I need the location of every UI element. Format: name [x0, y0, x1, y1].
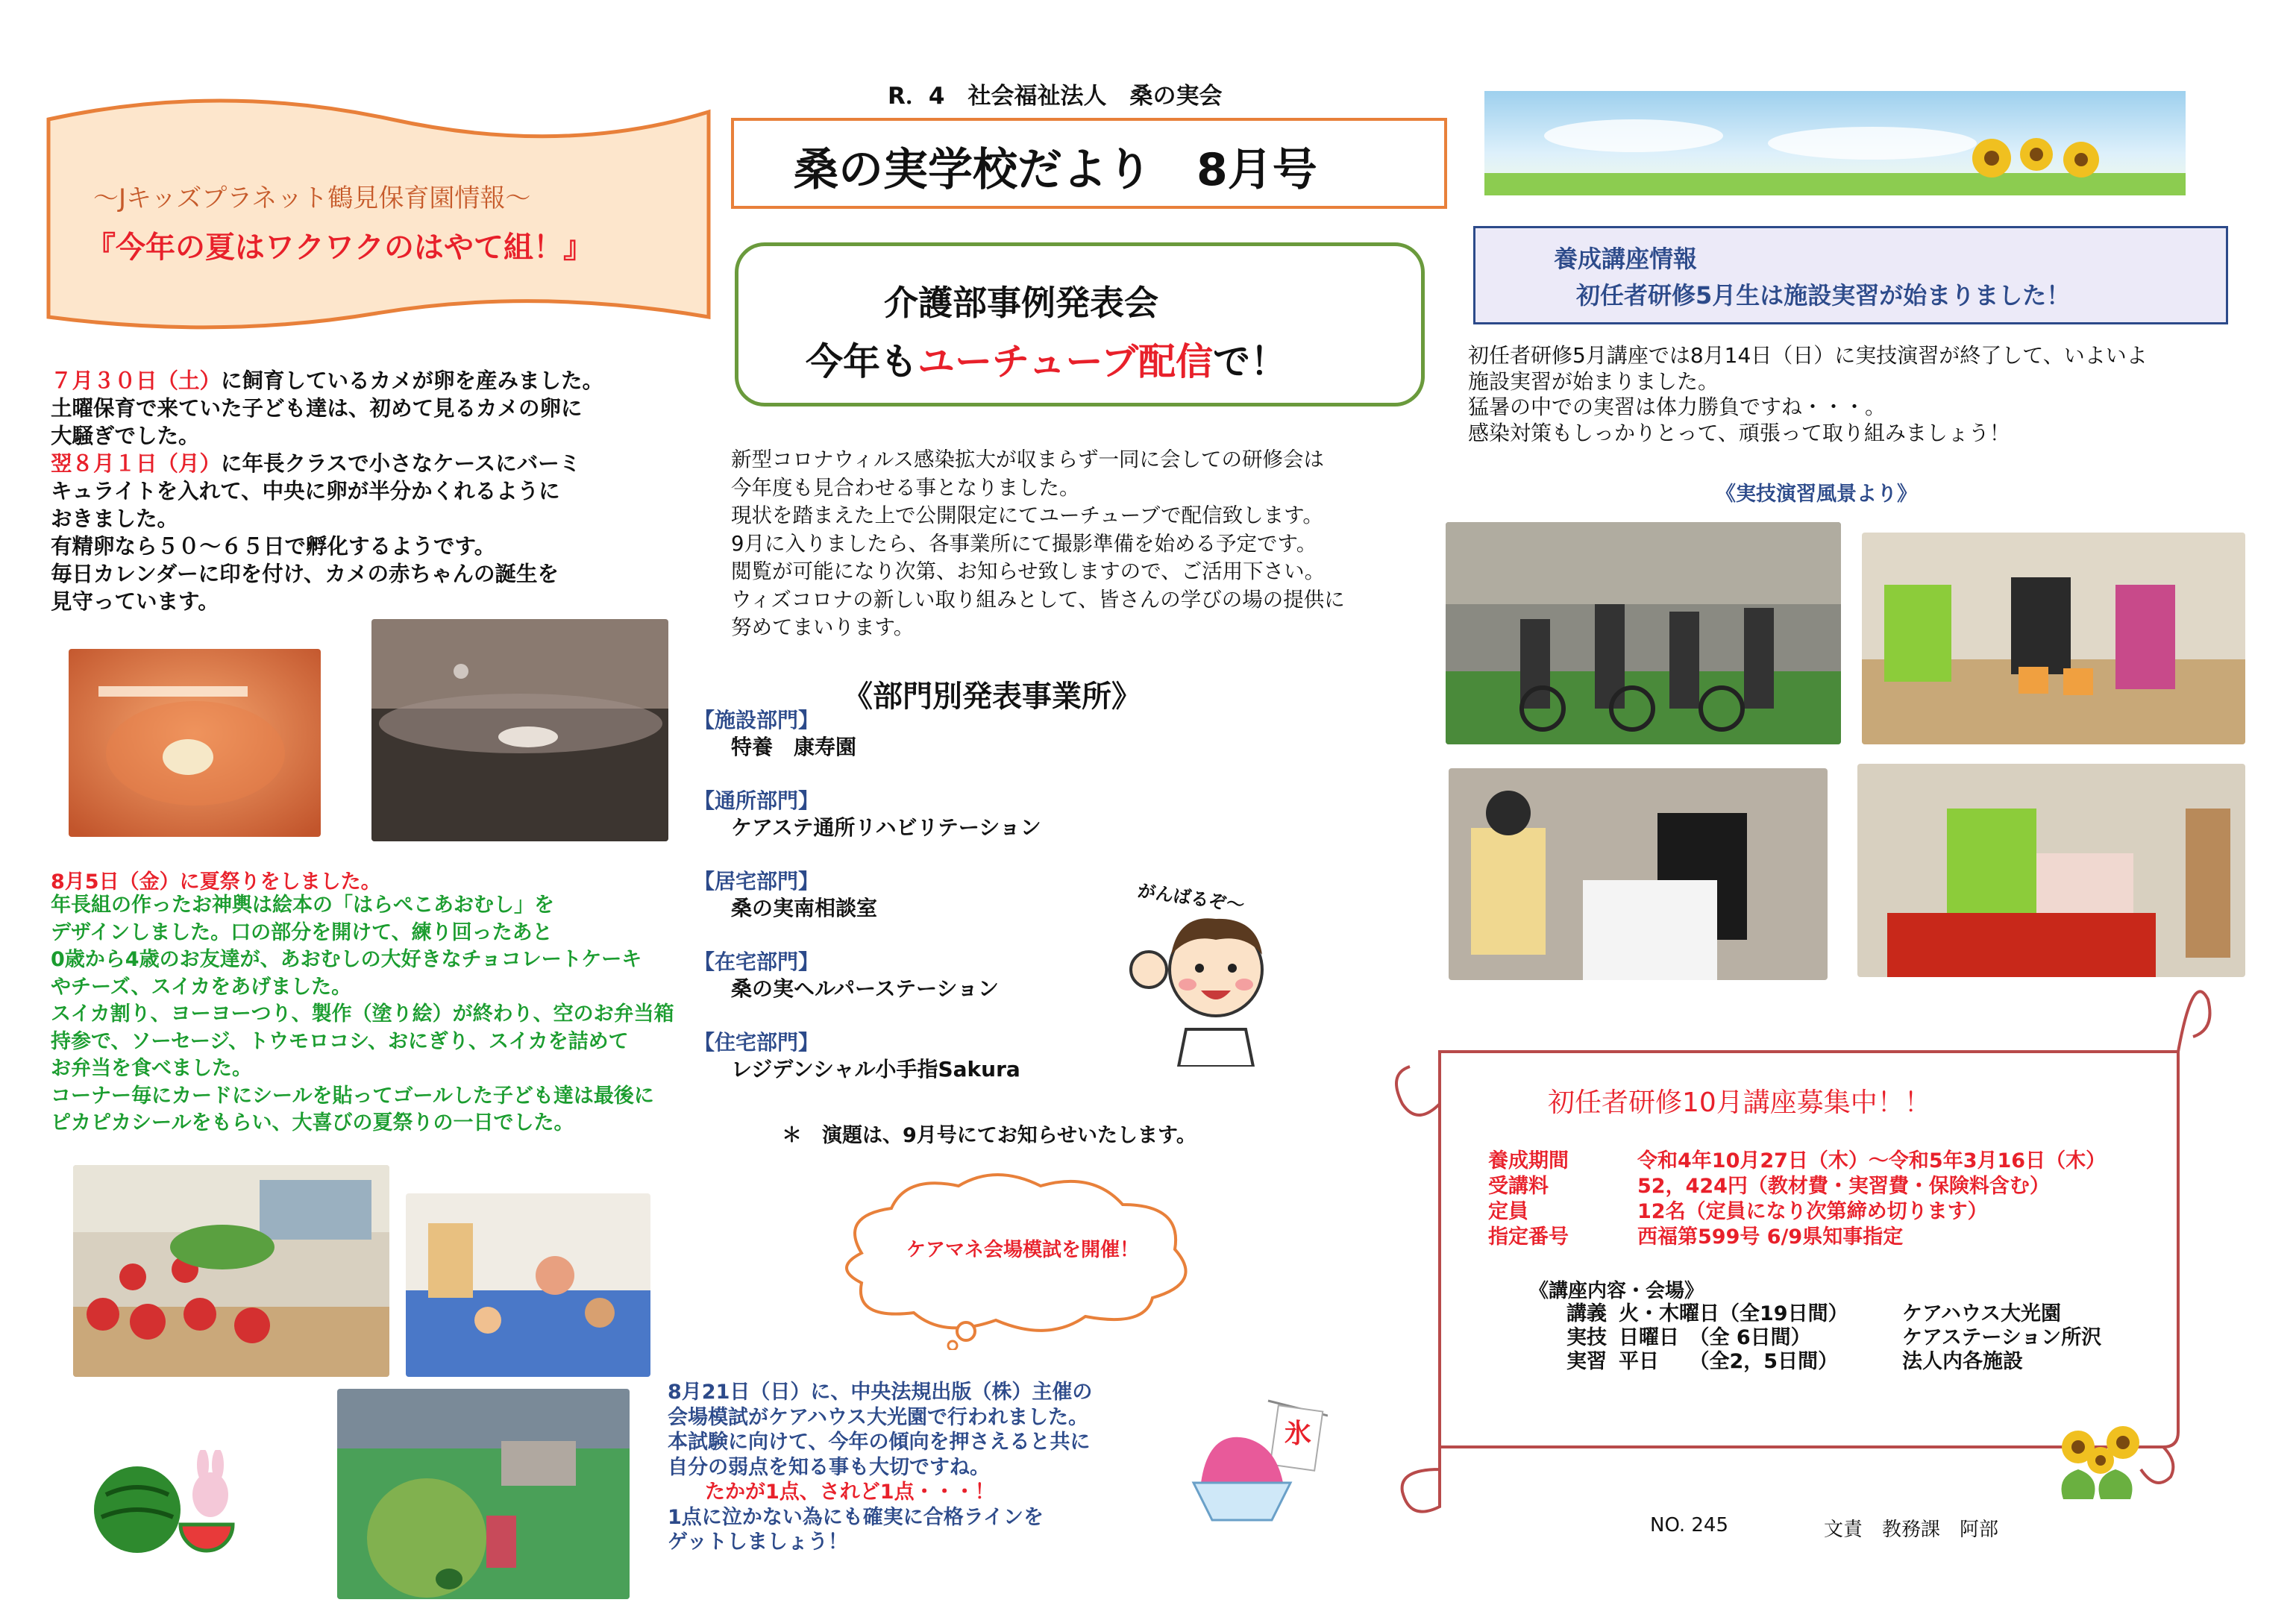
festival-line: 持参で、ソーセージ、トウモロコシ、おにぎり、スイカを詰めて: [51, 1029, 629, 1053]
turtle-text: 大騒ぎでした。: [51, 424, 200, 448]
info-label: 指定番号: [1488, 1225, 1569, 1249]
intro-line: 現状を踏まえた上で公開限定にてユーチューブで配信致します。: [731, 503, 1323, 527]
course-days: 平日 （全2，5日間）: [1619, 1350, 1839, 1373]
intro-line: 9月に入りましたら、各事業所にて撮影準備を始める予定です。: [731, 531, 1317, 556]
newsletter-title: 桑の実学校だより 8月号: [794, 144, 1317, 196]
nursery-banner: [41, 90, 716, 336]
course-row: [1566, 1302, 2178, 1326]
training-line: 感染対策もしっかりとって、頑張って取り組みましょう！: [1468, 420, 2010, 445]
festival-line: やチーズ、スイカをあげました。: [51, 975, 352, 999]
event-intro: [731, 446, 1432, 642]
shaved-ice-illustration: [1186, 1393, 1328, 1528]
turtle-line: [51, 588, 722, 615]
exam-line: 自分の弱点を知る事も大切ですね。: [668, 1455, 990, 1479]
dept-item: [694, 949, 1141, 1029]
info-row: [1488, 1149, 2174, 1174]
dept-list: [694, 707, 1141, 1110]
turtle-line: [51, 422, 722, 450]
dept-label: 【住宅部門】: [694, 1030, 820, 1055]
training-photo-3: [1449, 768, 1828, 980]
ganbaruzo-text: がんばるぞ～: [1136, 880, 1246, 916]
info-label: 受講料: [1488, 1175, 1549, 1198]
turtle-line: [51, 367, 722, 395]
dept-item: [694, 1029, 1141, 1110]
course-type: 実習: [1566, 1350, 1607, 1373]
turtle-line: [51, 477, 722, 505]
dept-name: 桑の実ヘルパーステーション: [731, 976, 999, 1001]
turtle-text: に年長クラスで小さなケースにバーミ: [221, 451, 581, 476]
banner-title: 『今年の夏はワクワクのはやて組！』: [86, 230, 593, 265]
turtle-text: 土曜保育で来ていた子ども達は、初めて見るカメの卵に: [51, 396, 583, 421]
festival-line: お弁当を食べました。: [51, 1057, 252, 1080]
festival-line: 0歳から4歳のお友達が、あおむしの大好きなチョコレートケーキ: [51, 948, 642, 971]
exam-line: 本試験に向けて、今年の傾向を押さえると共に: [668, 1431, 1091, 1454]
dept-name: 桑の実南相談室: [731, 896, 878, 920]
turtle-date: 翌８月１日（月）: [51, 451, 222, 476]
event-subtitle-pre: 今年も: [806, 340, 918, 383]
course-days: 火・木曜日（全19日間）: [1619, 1302, 1848, 1325]
training-line: 初任者研修5月講座では8月14日（日）に実技演習が終了して、いよいよ: [1468, 343, 2148, 368]
photo-caption: 《実技演習風景より》: [1716, 483, 1917, 506]
festival-line: デザインしました。口の部分を開けて、練り回ったあと: [51, 920, 553, 944]
course-row: [1566, 1350, 2178, 1374]
intro-line: ウィズコロナの新しい取り組みとして、皆さんの学びの場の提供に: [731, 587, 1345, 612]
course-type: 講義: [1566, 1302, 1607, 1325]
event-subtitle-youtube: ユーチューブ配信: [918, 340, 1213, 383]
ganbaruzo-illustration: [1119, 880, 1298, 1067]
turtle-text: に飼育しているカメが卵を産みました。: [221, 368, 604, 393]
course-list: [1566, 1302, 2178, 1374]
turtle-text: キュライトを入れて、中央に卵が半分かくれるように: [51, 479, 560, 503]
training-line: 施設実習が始まりました。: [1468, 368, 1719, 394]
dept-label: 【居宅部門】: [694, 869, 820, 894]
festival-photo-1: [73, 1165, 389, 1377]
dept-name: 特養 康寿園: [731, 735, 857, 759]
info-value: 52，424円（教材費・実習費・保険料含む）: [1637, 1175, 2050, 1198]
ice-character: 氷: [1285, 1419, 1312, 1449]
training-subheading: 初任者研修5月生は施設実習が始まりました！: [1576, 281, 2071, 310]
info-row: [1488, 1174, 2174, 1199]
course-days: 日曜日 （全 6日間）: [1619, 1326, 1811, 1349]
dept-heading: 《部門別発表事業所》: [843, 679, 1141, 714]
festival-line: スイカ割り、ヨーヨーつり、製作（塗り絵）が終わり、空のお弁当箱: [51, 1002, 674, 1026]
turtle-date: ７月３０日（土）: [51, 368, 222, 393]
sky-sunflower-banner: [1484, 91, 2186, 195]
festival-line: 年長組の作ったお神輿は絵本の「はらぺこあおむし」を: [51, 894, 554, 917]
exam-emphasis: たかが1点、されど1点・・・！: [705, 1481, 995, 1504]
info-value: 令和4年10月27日（木）～令和5年3月16日（木）: [1637, 1149, 2107, 1172]
dept-label: 【通所部門】: [694, 788, 820, 813]
turtle-text: おきました。: [51, 506, 179, 531]
dept-name: レジデンシャル小手指Sakura: [731, 1057, 1020, 1082]
intro-line: 今年度も見合わせる事となりました。: [731, 475, 1080, 500]
info-value: 12名（定員になり次第締め切ります）: [1637, 1200, 1988, 1223]
exam-line: 1点に泣かない為にも確実に合格ラインを: [668, 1505, 1044, 1529]
turtle-text: 有精卵なら５０～６５日で孵化するようです。: [51, 534, 496, 559]
training-heading: 養成講座情報: [1554, 245, 1698, 273]
event-title: 介護部事例発表会: [884, 283, 1158, 323]
recruitment-title: 初任者研修10月講座募集中！！: [1548, 1087, 1931, 1118]
exam-line: 8月21日（日）に、中央法規出版（株）主催の: [668, 1381, 1093, 1404]
turtle-line: [51, 450, 722, 477]
event-subtitle: [806, 332, 1287, 386]
mock-exam-cloud: [809, 1164, 1212, 1350]
exam-line: 会場模試がケアハウス大光園で行われました。: [668, 1405, 1089, 1429]
mock-exam-cloud-text: ケアマネ会場模試を開催！: [906, 1239, 1140, 1261]
watermelon-illustration: [91, 1450, 248, 1562]
author-credit: 文責 教務課 阿部: [1824, 1519, 1999, 1541]
intro-line: 新型コロナウィルス感染拡大が収まらず一同に会しての研修会は: [731, 448, 1325, 471]
turtle-egg-photo-2: [371, 619, 668, 841]
turtle-article: [51, 367, 722, 615]
info-value: 西福第599号 6/9県知事指定: [1637, 1225, 1904, 1249]
turtle-egg-photo-1: [69, 649, 321, 837]
dept-item: [694, 707, 1141, 788]
turtle-line: [51, 395, 722, 422]
mock-exam-article: [668, 1380, 1205, 1555]
course-place: 法人内各施設: [1902, 1350, 2023, 1373]
festival-article: [51, 892, 722, 1137]
course-heading: 《講座内容・会場》: [1529, 1280, 1704, 1302]
course-type: 実技: [1566, 1326, 1607, 1349]
exam-line: ゲットしましょう！: [668, 1531, 848, 1554]
course-place: ケアハウス大光園: [1902, 1302, 2062, 1325]
org-line: R．4 社会福祉法人 桑の実会: [888, 83, 1223, 110]
festival-title: 8月5日（金）に夏祭りをしました。: [51, 870, 381, 894]
turtle-line: [51, 560, 722, 588]
training-article: [1468, 343, 2229, 446]
masthead-box: [731, 118, 1447, 209]
recruitment-info: [1488, 1149, 2174, 1250]
training-line: 猛暑の中での実習は体力勝負ですね・・・。: [1468, 395, 1886, 419]
course-place: ケアステーション所沢: [1902, 1326, 2102, 1349]
festival-photo-3: [337, 1389, 630, 1599]
turtle-text: 毎日カレンダーに印を付け、カメの赤ちゃんの誕生を: [51, 562, 559, 586]
festival-line: コーナー毎にカードにシールを貼ってゴールした子ども達は最後に: [51, 1084, 654, 1108]
dept-item: [694, 788, 1141, 868]
dept-label: 【施設部門】: [694, 708, 820, 732]
event-subtitle-post: で！: [1213, 340, 1287, 383]
dept-item: [694, 868, 1141, 949]
info-label: 養成期間: [1488, 1149, 1569, 1172]
intro-line: 努めてまいります。: [731, 615, 915, 639]
banner-subtitle: ～Jキッズプラネット鶴見保育園情報～: [93, 183, 531, 213]
training-photo-4: [1857, 764, 2245, 977]
dept-label: 【在宅部門】: [694, 949, 820, 974]
training-photo-2: [1862, 533, 2245, 744]
info-label: 定員: [1488, 1200, 1528, 1223]
info-row: [1488, 1225, 2174, 1250]
intro-line: 閲覧が可能になり次第、お知らせ致しますので、ご活用下さい。: [731, 559, 1326, 583]
course-row: [1566, 1326, 2178, 1350]
turtle-line: [51, 505, 722, 533]
festival-line: ピカピカシールをもらい、大喜びの夏祭りの一日でした。: [51, 1111, 574, 1134]
turtle-line: [51, 533, 722, 560]
turtle-text: 見守っています。: [51, 589, 219, 614]
dept-name: ケアステ通所リハビリテーション: [731, 815, 1041, 840]
event-box: [735, 242, 1425, 406]
training-photo-1: [1446, 522, 1841, 744]
sunflower-illustration: [2048, 1417, 2153, 1499]
festival-photo-2: [406, 1193, 650, 1377]
training-info-box: [1473, 226, 2228, 324]
topic-note: ＊ 演題は、9月号にてお知らせいたします。: [782, 1124, 1196, 1147]
issue-number: NO. 245: [1650, 1514, 1729, 1536]
info-row: [1488, 1199, 2174, 1225]
